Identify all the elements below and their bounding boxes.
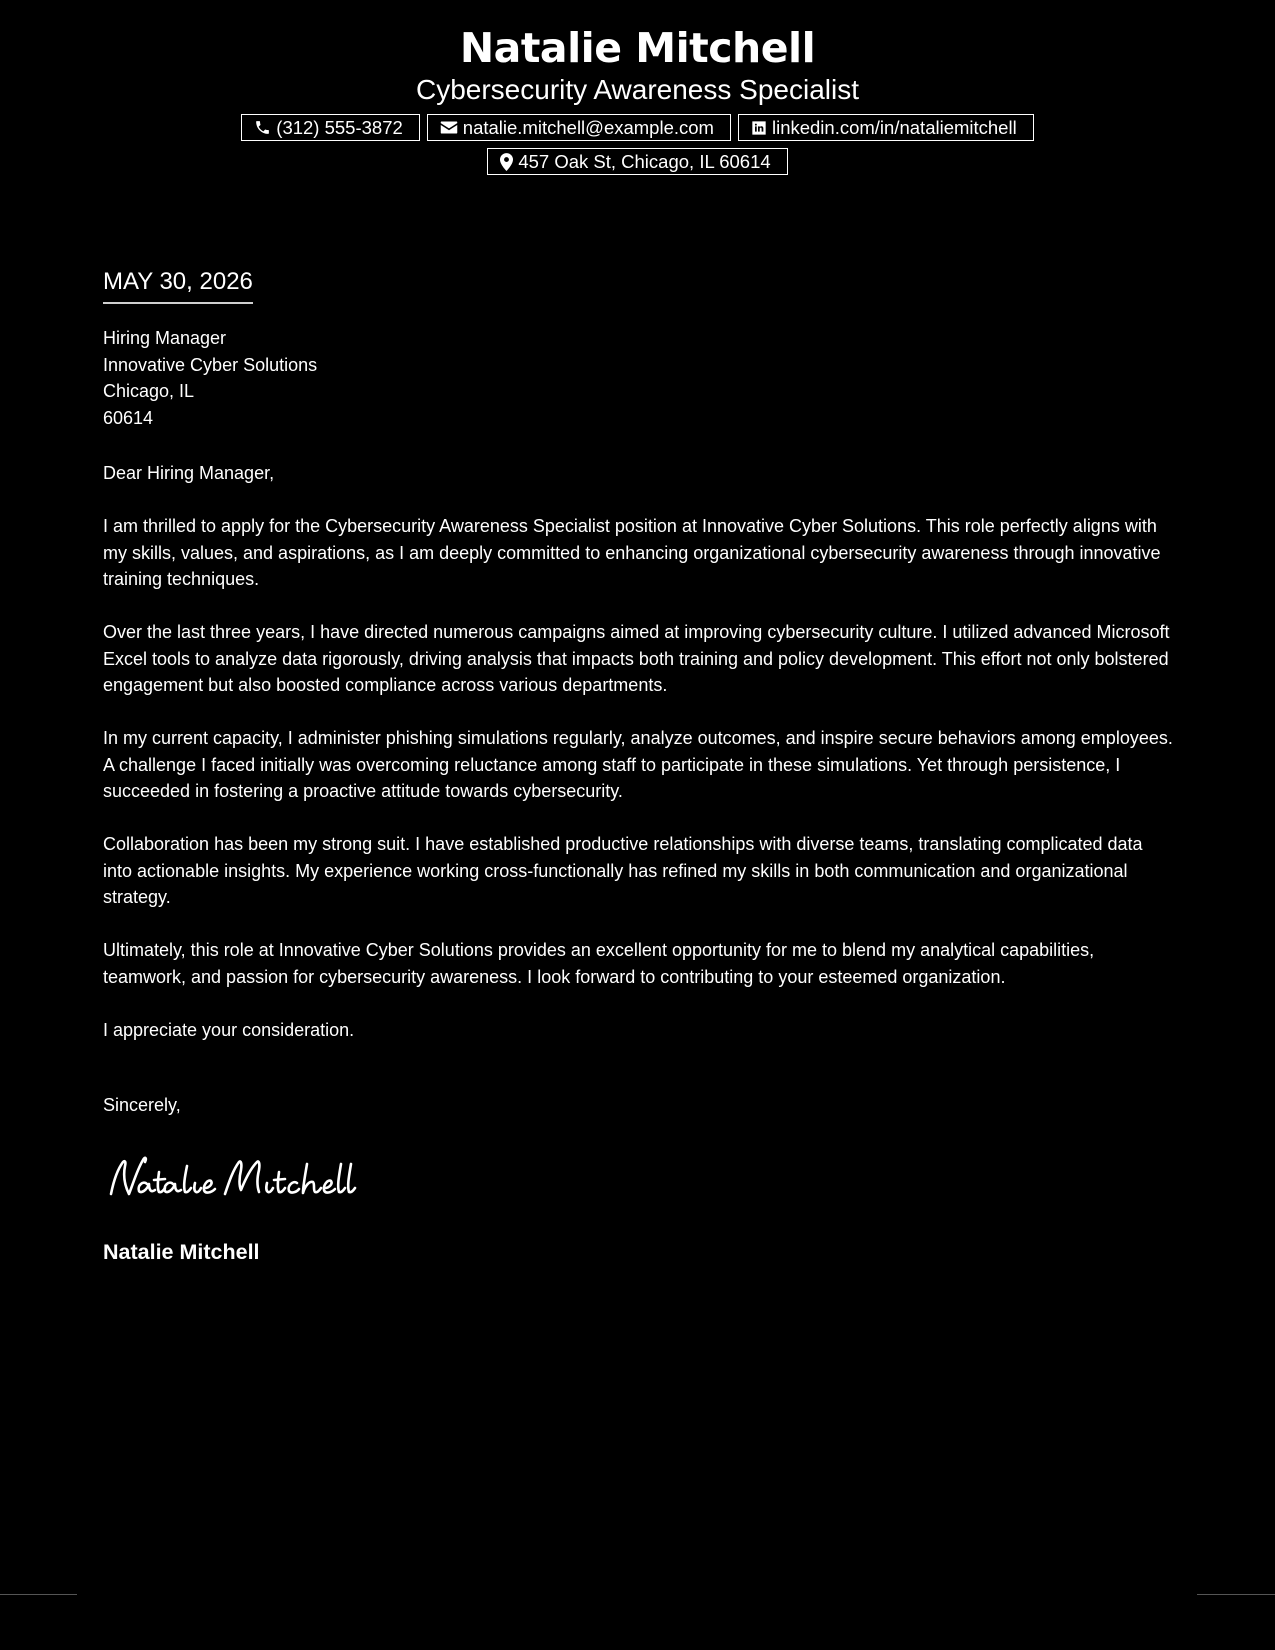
body-paragraph: In my current capacity, I administer phishing simulations regularly, analyze outcomes, and inspire secure behaviors among employees. A challenge I faced initially was overcoming reluctance among staff to participate in these simulations. Yet through persistence, I succeeded in fostering a proactive attitude towards cybersecurity. — [103, 728, 1173, 801]
email-chip[interactable] — [427, 114, 731, 141]
letter-header — [0, 22, 1275, 175]
linkedin-chip[interactable] — [738, 114, 1034, 141]
phone-chip[interactable] — [241, 114, 420, 141]
body-paragraph: Collaboration has been my strong suit. I have established productive relationships with diverse teams, translating complicated data into actionable insights. My experience working cross-functionally has refined my skills in both communication and organizational strategy. — [103, 834, 1143, 907]
handwritten-signature — [103, 1150, 363, 1211]
applicant-title: Cybersecurity Awareness Specialist — [415, 74, 859, 105]
address-chip[interactable] — [487, 148, 787, 175]
closing: Sincerely, — [103, 1095, 181, 1115]
body-paragraph: I am thrilled to apply for the Cybersecurity Awareness Specialist position at Innovative Cyber Solutions. This role perfectly aligns with my skills, values, and aspirations, as I am deeply committed to enhancing organizational cybersecurity awareness through innovative training techniques. — [103, 516, 1161, 589]
applicant-name: Natalie Mitchell — [459, 24, 816, 72]
envelope-icon — [440, 120, 458, 135]
email-text: natalie.mitchell@example.com — [462, 117, 714, 138]
phone-text: (312) 555-3872 — [276, 117, 403, 138]
body-paragraph: I appreciate your consideration. — [103, 1019, 355, 1040]
phone-icon — [254, 119, 271, 136]
contact-row-address — [0, 148, 1275, 175]
contact-row — [0, 114, 1275, 141]
signer-name: Natalie Mitchell — [103, 1240, 260, 1264]
address-text: 457 Oak St, Chicago, IL 60614 — [518, 151, 771, 172]
recipient-block — [103, 325, 1175, 431]
recipient-line: 60614 — [103, 407, 154, 428]
linkedin-icon — [751, 120, 767, 136]
bottom-right-divider — [1197, 1594, 1275, 1595]
salutation: Dear Hiring Manager, — [103, 463, 275, 483]
letter-date: MAY 30, 2026 — [103, 266, 253, 304]
recipient-line: Chicago, IL — [103, 381, 195, 401]
bottom-left-divider — [0, 1594, 77, 1595]
linkedin-text: linkedin.com/in/nataliemitchell — [771, 117, 1017, 138]
body-paragraph: Ultimately, this role at Innovative Cyber Solutions provides an excellent opportunity for me to blend my analytical capabilities, teamwork, and passion for cybersecurity awareness. I look forward to contributing to your esteemed organization. — [103, 940, 1095, 987]
recipient-line: Innovative Cyber Solutions — [103, 354, 318, 375]
recipient-line: Hiring Manager — [103, 328, 227, 348]
letter-body — [103, 513, 1175, 1070]
body-paragraph: Over the last three years, I have directed numerous campaigns aimed at improving cybersecurity culture. I utilized advanced Microsoft Excel tools to analyze data rigorously, driving analysis that impacts both training and policy development. This effort not only bolstered engagement but also boosted compliance across various departments. — [103, 622, 1170, 695]
map-marker-icon — [500, 153, 513, 171]
